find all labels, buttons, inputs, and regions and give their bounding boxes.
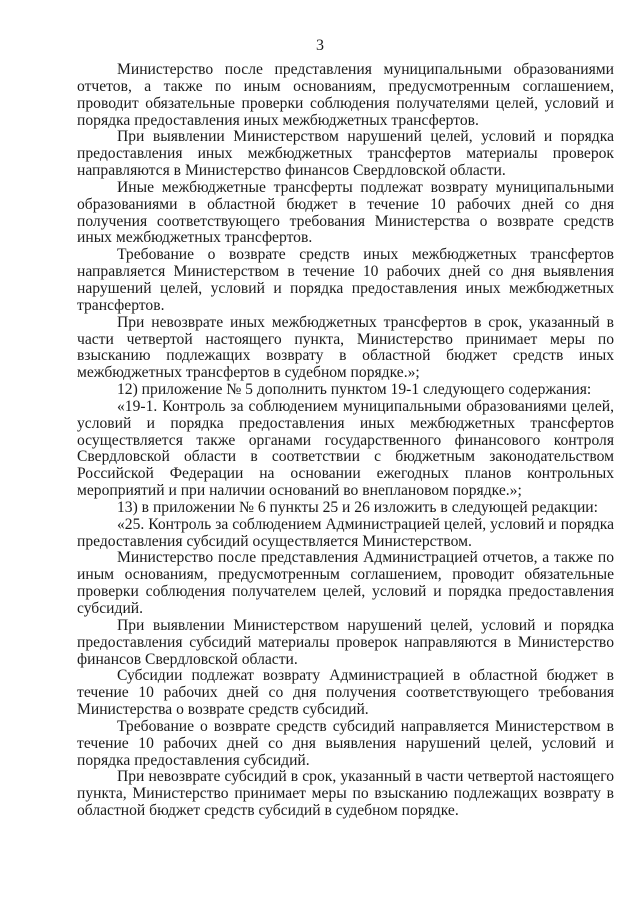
paragraph: Требование о возврате средств субсидий направляется Министерством в течение 10 рабочих дней со дня выявления нарушений целей, условий и порядка предоставления субсидий.	[77, 717, 614, 769]
paragraph: Министерство после представления Администрацией отчетов, а также по иным основаниям, предусмотренным соглашением, проводит обязательные проверки соблюдения получателем целей, условий и порядка предоставления субсидий.	[77, 549, 614, 617]
paragraph: 12) приложение № 5 дополнить пунктом 19-1 следующего содержания:	[117, 381, 592, 399]
paragraph: Иные межбюджетные трансферты подлежат возврату муниципальными образованиями в областной бюджет в течение 10 рабочих дней со дня получения соответствующего требования Министерства о возврате средств иных межбюджетных трансфертов.	[77, 178, 614, 247]
paragraph: 13) в приложении № 6 пункты 25 и 26 изложить в следующей редакции:	[117, 498, 598, 516]
document-body	[77, 62, 614, 820]
paragraph: «25. Контроль за соблюдением Администрацией целей, условий и порядка предоставления субсидий осуществляется Министерством.	[77, 515, 614, 550]
paragraph: При невозврате субсидий в срок, указанный в части четвертой настоящего пункта, Министерство принимает меры по взысканию подлежащих возврату в областной бюджет средств субсидий в судебном порядке.	[77, 768, 614, 820]
paragraph: При выявлении Министерством нарушений целей, условий и порядка предоставления субсидий материалы проверок направляются в Министерство финансов Свердловской области.	[77, 616, 614, 668]
page-number: 3	[316, 37, 324, 54]
paragraph: Субсидии подлежат возврату Администрацией в областной бюджет в течение 10 рабочих дней со дня получения соответствующего требования Министерства о возврате средств субсидий.	[77, 667, 614, 719]
paragraph: Министерство после представления муниципальными образованиями отчетов, а также по иным основаниям, предусмотренным соглашением, проводит обязательные проверки соблюдения получателями целей, условий и порядка предоставления иных межбюджетных трансфертов.	[77, 61, 614, 129]
paragraph: Требование о возврате средств иных межбюджетных трансфертов направляется Министерством в течение 10 рабочих дней со дня выявления нарушений целей, условий и порядка предоставления иных межбюджетных трансфертов.	[77, 246, 614, 314]
paragraph: При невозврате иных межбюджетных трансфертов в срок, указанный в части четвертой настоящего пункта, Министерство принимает меры по взысканию подлежащих возврату в областной бюджет средств иных межбюджетных трансфертов в судебном порядке.»;	[77, 313, 614, 382]
paragraph: «19-1. Контроль за соблюдением муниципальными образованиями целей, условий и порядка предоставления иных межбюджетных трансфертов осуществляется также органами государственного финансового контроля Свердловской области в соответствии с бюджетным законодательством Российской Федерации на основании ежегодных планов контрольных мероприятий и при наличии оснований во внеплановом порядке.»;	[77, 397, 614, 500]
paragraph: При выявлении Министерством нарушений целей, условий и порядка предоставления иных межбюджетных трансфертов материалы проверок направляются в Министерство финансов Свердловской области.	[77, 128, 614, 180]
